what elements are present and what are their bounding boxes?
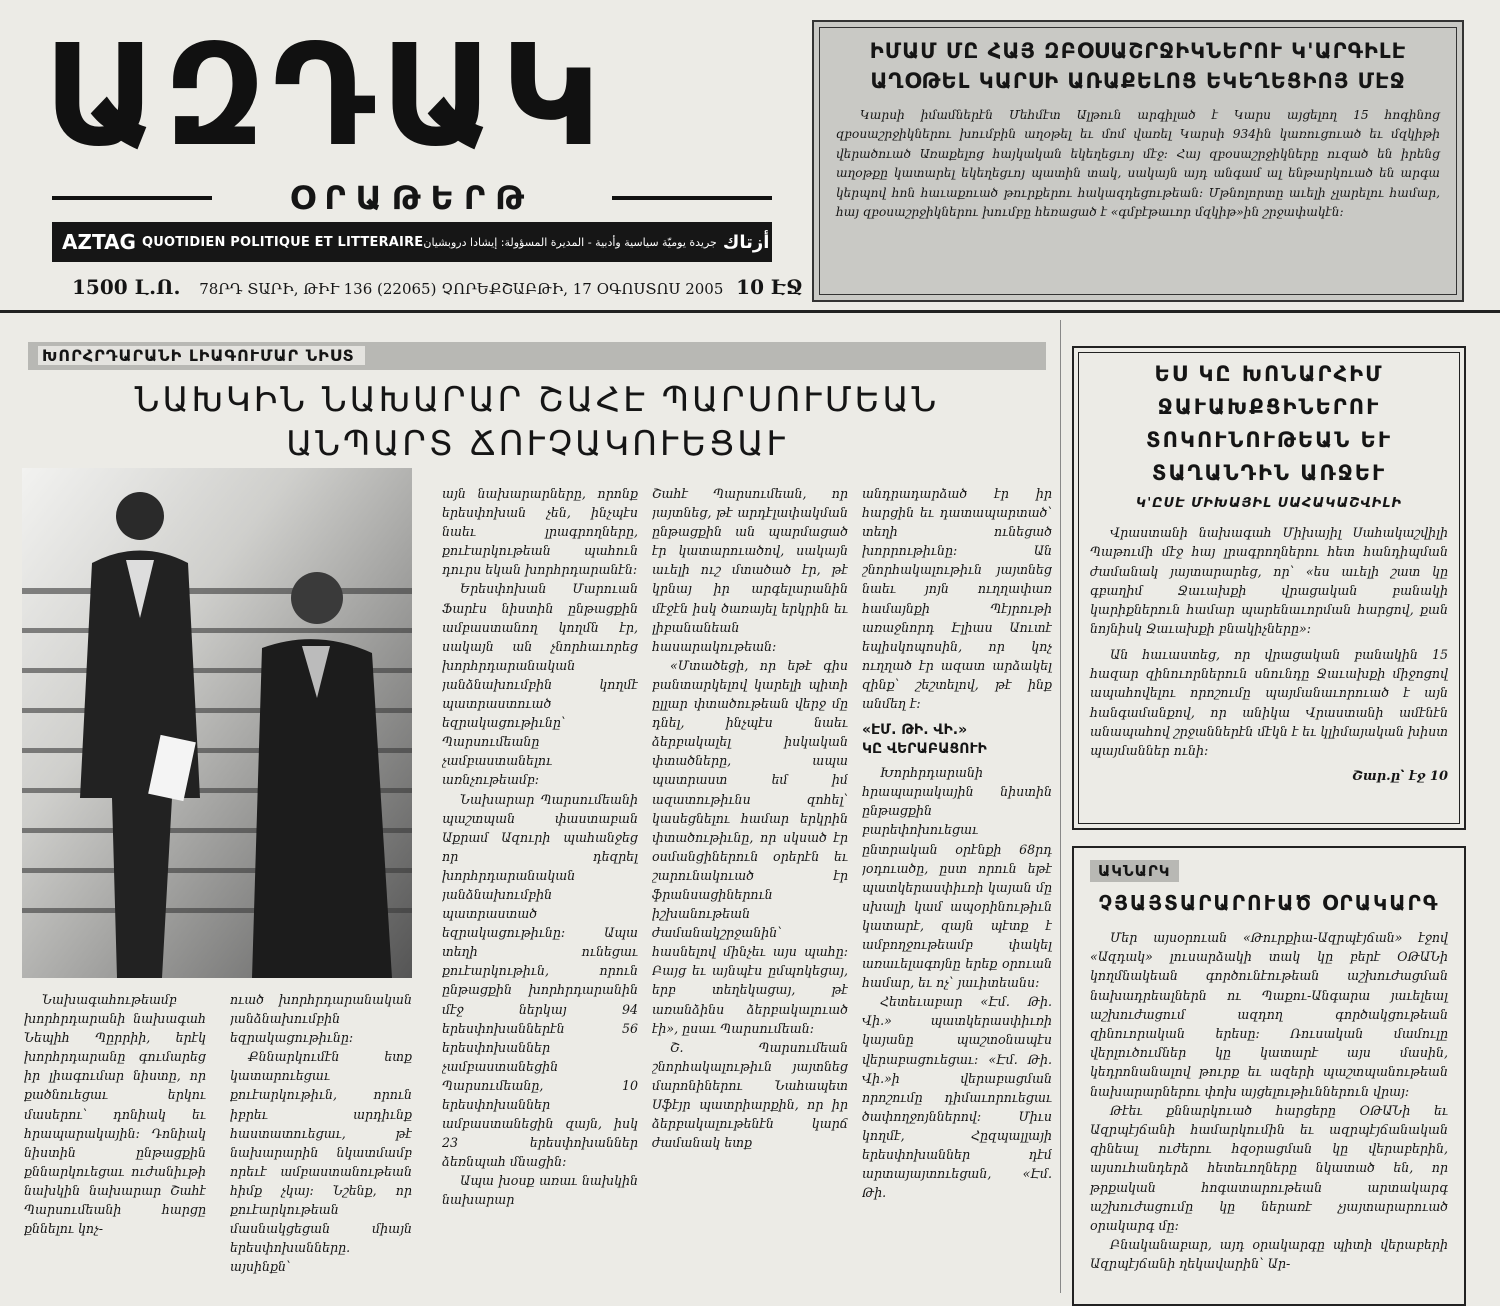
article-paragraph: Նախարար Պարսումեանի պաշտպան փաստաբան Աքրամ Ազուրի պահանջեց որ դեզրել խորհրդարանական յանձնախումբին պատրաստած եզրակացութիւնը: Ապա տեղի ունեցաւ քուէարկութիւն, որուն ընթացքին խորհրդարանին մէջ ներկայ 94 երեսփոխաններէն 56 երեսփոխաններ չամբաստանեցին Պարսումեանը, 10 երեսփոխաններ ամբաստանեցին զայն, իսկ 23 երեսփոխաններ ձեռնպահ մնացին: — [442, 791, 638, 1170]
masthead-subtitle: ՕՐԱԹԵՐԹ — [289, 179, 535, 217]
main-story-kicker — [28, 342, 1046, 370]
masthead-divider — [0, 310, 1500, 313]
article-paragraph: Մեր այսօրուան «Թուրքիա-Ազրպէյճան» էջով «Ազդակ» լուսարձակի տակ կը բերէ ՕԹԱՆի կողմնակեան գործունէութեան աշխուժացման նախադրեալներն ու Պաքու-Անգարա յաւելեալ աշխուժացում ազդող գործակցութեան զինուորական երեսը: Ռուսական մամուլը վերլուծումներ կը կատարէ այս մասին, կեդրոնանալով թուրք եւ ազերի պաշտպանութեան նախարարներու փոխ այցելութիւններուն վրայ: — [1090, 930, 1448, 1099]
right-news-byline: Կ'ԸՍԷ ՄԻԽԱՅԻԼ ՍԱՀԱԿԱՇՎԻԼԻ — [1135, 496, 1403, 511]
article-paragraph: Խորհրդարանի հրապարակային նիստին ընթացքին բարեփոխուեցաւ ընտրական օրէնքի 68րդ յօդուածը, ըստ որուն եթէ պատկերասփիւռի կայան մը սխալի կամ ապօրինութիւն կատարէ, զայն պէտք է ամբողջութեամբ փակել առաւելագոյնը երեք օրուան համար, եւ ոչ՝ յաւիտեանս: — [862, 765, 1052, 991]
latin-name: AZTAG — [62, 230, 136, 254]
top-news-body: Կարսի իմամներէն Մեհմէտ Ալթուն արգիլած է Կարս այցելող 15 հոգինոց զբօսաշրջիկներու խումբին աղօթել եւ մոմ վառել Կարսի 934ին կառուցուած եւ մզկիթի վերածուած Առաքելոց հայկական եկեղեցւոյ մէջ: Հայ զբօսաշրջիկները ուզած են իրենց աղօթքը կատարել եկեղեցւոյ պատին տակ, սակայն այդ անգամ ալ ենթարկուած են արգա կերպով հոն հաւաքուած թուրքերու հակազդեցութեան: Մթնոլորտը աւելի չլարելու համար, հայ զբօսաշրջիկներու խումբը հեռացած է «գմբէթաւոր մզկիթ»ին շրջափակէն: — [836, 108, 1440, 220]
page-count: 10 ԷՋ — [736, 275, 803, 299]
subhead-line-2: ԿԸ ՎԵՐԱԲԱՑՈՒԻ — [862, 741, 987, 758]
issue-info: 78ՐԴ ՏԱՐԻ, ԹԻՒ 136 (22065) ՉՈՐԵՔՇԱԲԹԻ, 17 ՕԳՈՍՏՈՍ 2005 — [199, 280, 724, 298]
article-paragraph: Ապա խօսք առաւ նախկին նախարար — [442, 1173, 638, 1208]
article-paragraph: «Մտածեցի, որ եթէ գիս բանտարկելով կարելի պիտի ըլլար փտածութեան վերջ մը դնել, ինչպէս նաեւ ձերբակալել իսկական փտածները, ապա պատրաստ եմ իմ ազատութիւնս զոհել՝ կասեցնելու համար երկրին փտածութիւնը, որ սկսած էր օսմանցիներուն օրերէն եւ շարունակուած էր ֆրանսացիներուն իշխանութեան ժամանակշրջանին՝ հասնելով մինչեւ այս պահը: Բայց եւ այնպէս ըմպոկեցայ, երբ տեղեկացայ, թէ առանձինս ձերբակալուած էի», ըսաւ Պարսումեան: — [652, 657, 848, 1036]
article-paragraph: Քննարկումէն ետք կատարուեցաւ քուէարկութիւն, որուն իբրեւ արդիւնք հաստատուեցաւ, թէ նախարարին նկատմամբ որեւէ ամբաստանութեան հիմք չկայ: Նշենք, որ քուէարկութեան մասնակցեցան միայն երեսփոխանները. այսինքն՝ — [230, 1049, 412, 1275]
article-paragraph: Շահէ Պարսումեան, որ յայտնեց, թէ արդէլափակման ընթացքին ան պարմացած էր կատարուածով, սակայն աւելի ուշ մտածած էր, թէ կրնայ իր արգելարանին մէջէն իսկ ծառայել երկրին եւ լիբանանեան հասարակութեան: — [652, 486, 848, 654]
main-story-headline — [28, 378, 1046, 468]
article-paragraph: Շ. Պարսումեան շնորհակալութիւն յայտնեց մարոնիներու Նահապետ Սֆէյր պատրիարքին, որ իր ձերբակալութենէն կարճ ժամանակ ետք — [652, 1039, 848, 1151]
column-divider — [1060, 320, 1061, 1293]
masthead-tagline-bar — [52, 222, 772, 262]
arabic-name: أزتاك — [722, 231, 770, 253]
article-column-2 — [230, 990, 412, 1290]
news-photo — [22, 468, 412, 978]
continued-on-page: Շար.ը՝ էջ 10 — [1352, 768, 1448, 784]
article-paragraph: այն նախարարները, որոնք երեսփոխան չեն, ինչպէս նաեւ լրագրողները, քուէարկութեան պահուն դուրս եկան խորհրդարանէն: — [442, 486, 638, 578]
article-column-3 — [442, 484, 638, 1290]
article-paragraph: անդրադարձած էր իր հարցին եւ դատապարտած՝ տեղի ունեցած խորրութիւնը: Ան շնորհակալութիւն յայտնեց նաեւ յոյն ուղղափառ համայնքի Պէյրութի առաջնորդ Էլիաս Աուտէ եպիսկոպոսին, որ կոչ ուղղած էր ազատ արձակել զինք՝ շեշտելով, թէ ինք անմեղ է: — [862, 486, 1052, 712]
editorial-box — [1072, 846, 1466, 1306]
dateline — [72, 270, 803, 304]
article-paragraph: ուած խորհրդարանական յանձնախումբին եզրակացութիւնը: — [230, 992, 412, 1046]
editorial-body — [1090, 928, 1448, 1274]
right-news-headline: ԵՍ ԿԸ ԽՈՆԱՐՀԻՄ ՋԱՒԱԽՔՑԻՆԵՐՈՒ ՏՈԿՈՒՆՈՒԹԵԱՆ ԵՒ ՏԱՂԱՆԴԻՆ ԱՌՋԵՒ — [1146, 362, 1392, 485]
article-paragraph: Վրաստանի նախագահ Միխայիլ Սահակաշվիլի Պաթումի մէջ հայ լրագրողներու հետ հանդիպման ժամանակ յայտարարեց, որ՝ «ես աւելի շատ կը գբաղիմ Ջաւախքի վրացական բանակի կարիքներուն համար պարենաւորման հարցով, քան նոյնիսկ Ջաւախքի բնակիչները»: — [1090, 525, 1448, 637]
top-news-headline: ԻՄԱՄ ՄԸ ՀԱՅ ԶԲՕՍԱՇՐՋԻԿՆԵՐՈՒ Կ'ԱՐԳԻԼԷ ԱՂՕԹԵԼ ԿԱՐՍԻ ԱՌԱՔԵԼՈՑ ԵԿԵՂԵՑԻՈՅ ՄԷՋ — [869, 39, 1407, 93]
article-paragraph: Նախագահութեամբ խորհրդարանի նախագահ Նեպիհ Պըրրիի, երէկ խորհրդարանը գումարեց իր լիագումար նիստը, որ քածնուեցաւ երկու մասերու՝ դոնիակ եւ հրապարակային: Դոնիակ նիստին ընթացքին քննարկուեցաւ ուժանիւթի նախկին նախարար Շահէ Պարսումեանի հարցը քննելու կոչ- — [24, 992, 206, 1237]
article-paragraph: Բնականաբար, այդ օրակարգը պիտի վերաբերի Ազրպէյճանի ղեկավարին՝ Ար- — [1090, 1237, 1448, 1272]
kicker-label: ԽՈՐՀՐԴԱՐԱՆԻ ԼԻԱԳՈՒՄԱՐ ՆԻՍՏ — [38, 346, 365, 365]
editorial-label: ԱԿՆԱՐԿ — [1090, 860, 1179, 882]
subhead-line-1: «ԷՄ. ԹԻ. ՎԻ.» — [862, 722, 968, 739]
masthead-logo: ԱԶԴԱԿ — [44, 15, 607, 178]
article-column-1 — [24, 990, 206, 1290]
masthead-rule-right — [612, 196, 772, 200]
arabic-tagline: جريدة يوميّة سياسية وأدبية - المديرة المسؤولة: إيشادا دروبشيان — [423, 235, 717, 249]
top-news-box — [812, 20, 1464, 302]
news-photo-image — [22, 468, 412, 978]
article-paragraph: Ան հաւաստեց, որ վրացական բանակին 15 հազար զինուորներուն սնունդը Ջաւախքի միջոցով ապահովելու որոշումը պայմանաւորուած է այն հանգամանքով, որ անիկա Վրաստանի ամէնէն անապահով շրջաններէն մէկն է եւ կլիմայական խիստ պայմաններ ունի: — [1090, 646, 1448, 759]
article-paragraph: Հետեւաբար «Էմ. Թի. Վի.» պատկերասփիւռի կայանը պաշտօնապէս վերաբացուեցաւ: «Էմ. Թի. Վի.»ի վերաբացման որոշումը դիմաւորուեցաւ ծափողջոյններով: Միւս կողմէ, Հըզպալլայի երեսփոխաններ դէմ արտայայտուեցան, «Էմ. Թի. — [862, 994, 1052, 1201]
right-news-box — [1072, 346, 1466, 830]
article-column-4 — [652, 484, 848, 1290]
article-column-5 — [862, 484, 1052, 1290]
masthead-rule-left — [52, 196, 212, 200]
price: 1500 Լ.Ո. — [72, 275, 181, 299]
article-paragraph: Երեսփոխան Մարուան Ֆարէս նիստին ընթացքին ամբաստանող կողմն էր, սակայն ան չնորհաւորեց խորհրդարանական յանձնախումբին կողմէ պատրաստուած եզրակացութիւնը՝ Պարսումեանը չամբաստանելու առնչութեամբ: — [442, 581, 638, 788]
french-tagline: QUOTIDIEN POLITIQUE ET LITTERAIRE — [141, 234, 424, 250]
headline-line-2: ԱՆՊԱՐՏ ՃՈՒՉԱԿՈՒԵՑԱՒ — [286, 424, 788, 464]
article-paragraph: Թէեւ քննարկուած հարցերը ՕԹԱՆի եւ Ազրպէյճանի համարկումին եւ ազրպէյճանական զինեալ ուժերու հզօրացման կը վերաբերին, այսուհանդերձ հետեւողները նկատած են, որ թրքական հոգատարութեան արտակարգ աշխուժացումը կը ներառէ չյայտարարուած օրակարգ մը: — [1090, 1102, 1448, 1234]
article-subhead — [862, 721, 1052, 759]
editorial-headline: ՉՅԱՅՏԱՐԱՐՈՒԱԾ ՕՐԱԿԱՐԳ — [1098, 891, 1440, 915]
headline-line-1: ՆԱԽԿԻՆ ՆԱԽԱՐԱՐ ՇԱՀԷ ՊԱՐՍՈՒՄԵԱՆ — [134, 380, 940, 420]
right-news-body — [1090, 523, 1448, 761]
